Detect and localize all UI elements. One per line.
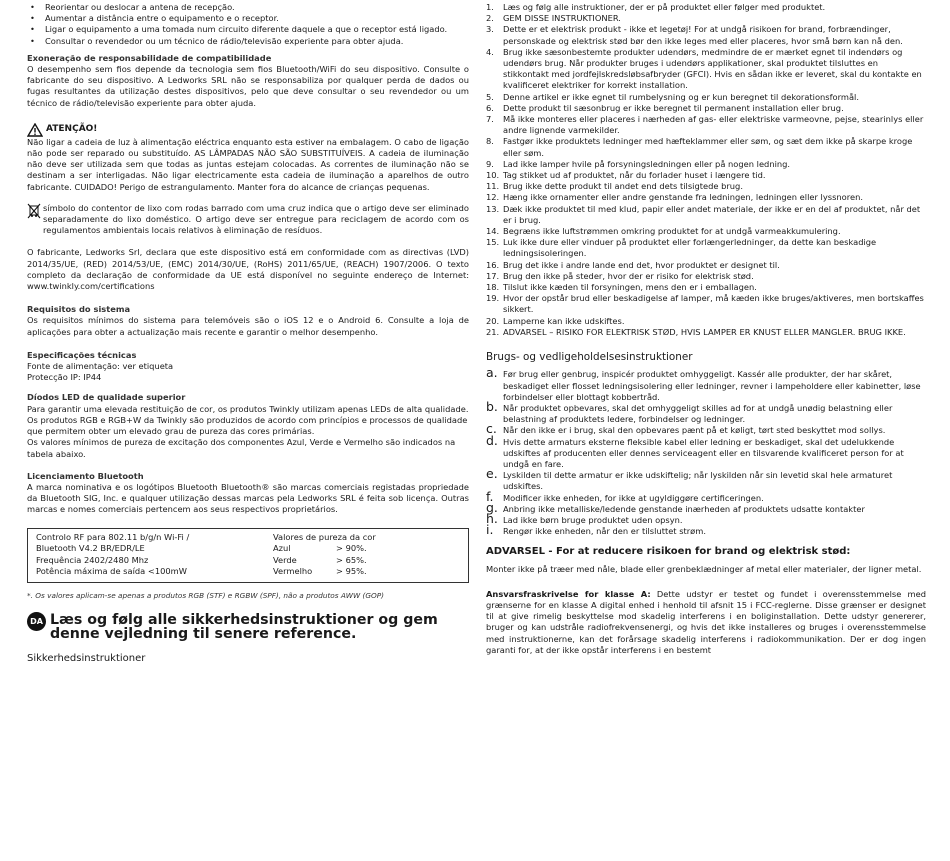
left-column	[27, 0, 469, 664]
item-text: Må ikke monteres eller placeres i nærheden af gas- eller elektriske varmeovne, pejse, stearinlys eller andre lignende varmekilder.	[503, 114, 924, 136]
recommendation-list	[27, 2, 469, 47]
spec-cell: > 95%.	[336, 566, 367, 577]
list-item	[486, 282, 926, 293]
disclaimer-text: Dette udstyr er testet og fundet i overensstemmelse med grænserne for en klasse A digital enhed i henhold til afsnit 15 i FCC-reglerne. Disse grænser er designet til at give rimelig beskyttelse mod skadelig interferens i en boliginstallation. Dette udstyr genererer, bruger og kan udstråle radiofrekvensenergi, og hvis det ikke installeres og bruges i overensstemmelse med instruktionerne, kan det forårsage skadelig interferens i radiokommunikation. Der er dog ingen garanti for, at der ikke opstår interferens i en bestemt	[486, 588, 926, 655]
list-item	[486, 24, 926, 46]
list-item	[486, 103, 926, 114]
list-item	[486, 466, 926, 492]
bt-section	[27, 471, 469, 516]
tech-section	[27, 350, 469, 384]
item-text: Tag stikket ud af produktet, når du forlader huset i længere tid.	[503, 170, 766, 181]
advarsel-title: ADVARSEL - For at reducere risikoen for brand og elektrisk stød:	[486, 546, 851, 558]
attention-section	[27, 123, 469, 193]
item-text: Lad ikke lamper hvile på forsyningsledningen eller på nogen ledning.	[503, 158, 791, 169]
list-item	[486, 421, 926, 437]
list-item	[486, 159, 926, 170]
item-number: g.	[486, 499, 498, 515]
item-number: 6.	[486, 102, 494, 113]
item-text: Dette er et elektrisk produkt - ikke et legetøj! For at undgå risikoen for brand, forbrændinger, personskade og elektrisk stød bør den ikke leges med eller placeres, hvor små børn kan nå den.	[503, 24, 903, 46]
spec-cell: > 90%.	[336, 543, 367, 554]
item-text: Lad ikke børn bruge produktet uden opsyn.	[503, 514, 683, 525]
led-section	[27, 392, 469, 459]
weee-text: símbolo do contentor de lixo com rodas barrado com uma cruz indica que o artigo deve ser eliminado separadamente do lixo doméstico. O artigo deve ser entregue para reciclagem de acordo com os regulamentos ambientais locais relativos à eliminação de resíduos.	[43, 202, 469, 236]
item-number: 7.	[486, 114, 494, 125]
attention-title: ATENÇÃO!	[46, 124, 98, 135]
item-number: 18.	[486, 282, 500, 293]
list-item	[486, 136, 926, 158]
safety-title: Sikkerhedsinstruktioner	[27, 653, 146, 665]
list-item	[486, 365, 926, 403]
maintenance-title: Brugs- og vedligeholdelsesinstruktioner	[486, 351, 693, 364]
attention-text: Não ligar a cadeia de luz à alimentação eléctrica enquanto esta estiver na embalagem. O cabo de ligação não pode ser reparado ou substituído. AS LÂMPADAS NÃO SÃO SUBSTITUÍVEIS. A cadeia de iluminação não deve ser utilizada sem que todas as juntas estejam colocadas. As correntes de iluminação não se destinam a ser interligadas. Não ligar electricamente esta cadeia de iluminação a aparelhos de outro fabricante. CUIDADO! Perigo de estrangulamento. Manter fora do alcance de crianças pequenas.	[27, 136, 469, 192]
item-number: 2.	[486, 13, 494, 24]
item-text: Fastgør ikke produktets ledninger med hæfteklammer eller søm, og sæt dem ikke på skarpe kroge eller søm.	[503, 136, 913, 158]
warning-triangle-icon	[27, 123, 43, 137]
list-item	[486, 510, 926, 526]
item-number: 5.	[486, 91, 494, 102]
item-number: f.	[486, 488, 494, 504]
list-item	[486, 13, 926, 24]
list-item	[486, 192, 926, 203]
item-text: Når produktet opbevares, skal det omhyggeligt skilles ad for at undgå unødig belastning eller belastning af produktets ledere, forbindelser og ledninger.	[503, 402, 893, 425]
list-item	[486, 204, 926, 226]
bt-title: Licenciamento Bluetooth	[27, 470, 144, 481]
spec-cell: Bluetooth V4.2 BR/EDR/LE	[36, 543, 145, 554]
item-text: Lyskilden til dette armatur er ikke udskiftelig; når lyskilden når sin levetid skal hele armaturet udskiftes.	[503, 470, 893, 492]
item-number: 20.	[486, 315, 500, 326]
safety-list	[486, 2, 926, 338]
spec-cell: Vermelho	[273, 566, 313, 577]
sysreq-text: Os requisitos mínimos do sistema para telemóveis são o iOS 12 e o Android 6. Consulte a loja de aplicações para obter a actualização mais recente e garantir o melhor desempenho.	[27, 315, 469, 337]
bt-text: A marca nominativa e os logótipos Bluetooth Bluetooth® são marcas comerciais registadas propriedade da Bluetooth SIG, Inc. e qualquer utilização dessas marcas pela Ledworks SRL é feita sob licença. Outras marcas e nomes comerciais pertencem aos seus respectivos proprietários.	[27, 481, 469, 515]
compat-text: O desempenho sem fios depende da tecnologia sem fios Bluetooth/WiFi do seu dispositivo. Consulte o fabricante do seu dispositivo. A Ledworks SRL não se responsabiliza por qualquer perda de dados ou fugas resultantes da utilização destes dispositivos, pelo que deve consultar o seu revendedor ou um técnico de rádio/televisão experiente para obter ajuda.	[27, 64, 469, 108]
item-number: 4.	[486, 46, 494, 57]
list-item	[486, 316, 926, 327]
list-item	[486, 260, 926, 271]
item-number: 1.	[486, 2, 494, 12]
spec-cell: Verde	[273, 554, 297, 565]
item-text: Modificer ikke enheden, for ikke at ugyldiggøre certificeringen.	[503, 492, 764, 503]
item-number: b.	[486, 398, 498, 414]
spec-cell: > 65%.	[336, 554, 367, 565]
item-text: Anbring ikke metalliske/ledende genstande inærheden af produktets udsatte kontakter	[503, 503, 865, 514]
item-text: ADVARSEL – RISIKO FOR ELEKTRISK STØD, HVIS LAMPER ER KNUST ELLER MANGLER. BRUG IKKE.	[503, 326, 906, 337]
item-number: c.	[486, 421, 497, 437]
item-number: 3.	[486, 24, 494, 35]
item-number: a.	[486, 365, 498, 381]
led-paragraph: Para garantir uma elevada restituição de cor, os produtos Twinkly utilizam apenas LEDs de alta qualidade.	[27, 403, 469, 414]
list-item	[486, 2, 926, 13]
item-text: Brug det ikke i andre lande end det, hvor produktet er designet til.	[503, 259, 780, 270]
spec-cell: Azul	[273, 543, 291, 554]
language-badge: DA	[27, 612, 46, 631]
list-item	[486, 170, 926, 181]
item-number: 11.	[486, 181, 500, 192]
list-item	[486, 181, 926, 192]
item-number: e.	[486, 466, 498, 482]
item-text: Begræns ikke luftstrømmen omkring produktet for at undgå varmeakkumulering.	[503, 226, 841, 237]
list-item	[486, 488, 926, 504]
item-number: 8.	[486, 136, 494, 147]
attention-heading	[27, 123, 469, 137]
item-number: i.	[486, 522, 494, 538]
item-text: Luk ikke dure eller vinduer på produktet eller forlængerledninger, da dette kan beskadige ledningsisoleringen.	[503, 237, 877, 259]
item-text: Før brug eller genbrug, inspicér produktet omhyggeligt. Kassér alle produkter, der har skåret, beskadiget eller flosset ledningsisolering eller ledninger, revner i lampeholdere eller kabinetter, løse forbindelser eller blottagt kobbertråd.	[503, 369, 921, 402]
item-text: Denne artikel er ikke egnet til rumbelysning og er kun beregnet til dekorationsformål.	[503, 91, 859, 102]
item-number: 10.	[486, 170, 500, 181]
item-text: Brug ikke sæsonbestemte produkter udendørs, medmindre de er mærket egnet til indendørs og udendørs brug. Når produkter bruges i udendørs applikationer, skal produktet tilsluttes en stikkontakt med jordfejlskredsløbsafbryder (GFCI). Hvis en sådan ikke er leveret, skal du kontakte en kvalificeret elektriker for korrekt installation.	[503, 46, 922, 91]
item-number: 19.	[486, 293, 500, 304]
item-text: Når den ikke er i brug, skal den opbevares pænt på et køligt, tørt sted beskyttet mod sollys.	[503, 425, 886, 436]
led-title: Díodos LED de qualidade superior	[27, 392, 186, 403]
list-item: • Aumentar a distância entre o equipamento e o receptor.	[27, 13, 469, 24]
item-number: 16.	[486, 259, 500, 270]
item-text: Hvis dette armaturs eksterne fleksible kabel eller ledning er beskadiget, skal det udelukkende udskiftes af producenten eller dennes serviceagent eller en tilsvarende kvalificeret person for at undgå en fare.	[503, 436, 904, 469]
item-number: 21.	[486, 326, 500, 337]
tech-title: Especificações técnicas	[27, 349, 137, 360]
list-item	[486, 47, 926, 92]
list-item	[486, 327, 926, 338]
item-number: 14.	[486, 226, 500, 237]
list-item	[486, 432, 926, 471]
compat-section	[27, 53, 469, 109]
led-paragraph: Os produtos RGB e RGB+W da Twinkly são produzidos de acordo com princípios e processos de qualidade que permitem obter um elevado grau de pureza das cores primárias.	[27, 414, 468, 437]
item-text: GEM DISSE INSTRUKTIONER.	[503, 13, 621, 24]
list-item: • Consultar o revendedor ou um técnico de rádio/televisão experiente para obter ajuda.	[27, 36, 469, 47]
item-text: Brug ikke dette produkt til andet end dets tilsigtede brug.	[503, 181, 743, 192]
item-number: 12.	[486, 192, 500, 203]
item-text: Dette produkt til sæsonbrug er ikke beregnet til permanent installation eller brug.	[503, 102, 844, 113]
item-number: 9.	[486, 158, 494, 169]
spec-cell: Frequência 2402/2480 Mhz	[36, 554, 149, 565]
led-paragraph: Os valores mínimos de pureza de excitação dos componentes Azul, Verde e Vermelho são indicados na tabela abaixo.	[27, 437, 456, 459]
item-text: Hvor der opstår brud eller beskadigelse af lamper, må kæden ikke bruges/aktiveres, men bortskaffes sikkert.	[503, 293, 924, 315]
item-number: 17.	[486, 270, 500, 281]
footnote: *. Os valores aplicam-se apenas a produtos RGB (STF) e RGBW (SPF), não a produtos AWW (GOP)	[27, 590, 384, 600]
weee-section	[27, 203, 469, 237]
item-text: Lamperne kan ikke udskiftes.	[503, 315, 625, 326]
da-heading	[27, 613, 469, 641]
crossed-wheelie-bin-icon	[27, 203, 41, 219]
list-item: • Reorientar ou deslocar a antena de recepção.	[27, 2, 469, 13]
item-text: Læs og følg alle instruktioner, der er på produktet eller følger med produktet.	[503, 2, 826, 12]
right-column	[486, 0, 926, 656]
item-text: Tilslut ikke kæden til forsyningen, mens den er i emballagen.	[503, 282, 757, 293]
tech-line: Fonte de alimentação: ver etiqueta	[27, 361, 174, 372]
list-item	[486, 499, 926, 515]
list-item	[486, 92, 926, 103]
item-number: d.	[486, 432, 498, 448]
list-item	[486, 226, 926, 237]
spec-cell: Potência máxima de saída <100mW	[36, 566, 187, 577]
list-item	[486, 398, 926, 425]
sysreq-section	[27, 304, 469, 338]
sysreq-title: Requisitos do sistema	[27, 304, 131, 315]
spec-cell: Valores de pureza da cor	[273, 531, 376, 542]
item-text: Dæk ikke produktet til med klud, papir eller andet materiale, der ikke er en del af produktet, når det er i brug.	[503, 203, 921, 225]
declaration-text: O fabricante, Ledworks Srl, declara que este dispositivo está em conformidade com as directivas (LVD) 2014/35/UE, (RED) 2014/53/UE, (EMC) 2014/30/UE, (RoHS) 2011/65/UE, (REACH) 1907/2006. O texto completo da declaração de conformidade da UE está disponível no seguinte endereço de Internet: www.twinkly.com/certifications	[27, 247, 469, 292]
disclaimer-title: Ansvarsfraskrivelse for klasse A:	[486, 588, 651, 599]
list-item	[486, 271, 926, 282]
advarsel-text: Monter ikke på træer med nåle, blade eller grenbeklædninger af metal eller materialer, der ligner metal.	[486, 563, 922, 574]
spec-table	[27, 528, 469, 583]
item-number: 13.	[486, 203, 500, 214]
disclaimer-paragraph	[486, 589, 926, 656]
tech-line: Protecção IP: IP44	[27, 372, 102, 383]
maintenance-list	[486, 365, 926, 538]
list-item	[486, 237, 926, 259]
item-number: h.	[486, 510, 498, 526]
list-item	[486, 293, 926, 315]
list-item	[486, 114, 926, 136]
spec-cell: Controlo RF para 802.11 b/g/n Wi-Fi /	[36, 531, 190, 542]
list-item: • Ligar o equipamento a uma tomada num circuito diferente daquele a que o receptor está ligado.	[27, 24, 469, 35]
list-item	[486, 522, 926, 538]
da-heading-text: Læs og følg alle sikkerhedsinstruktioner og gem denne vejledning til senere reference.	[50, 612, 438, 643]
item-number: 15.	[486, 237, 500, 248]
compat-title: Exoneração de responsabilidade de compatibilidade	[27, 52, 272, 63]
item-text: Brug den ikke på steder, hvor der er risiko for elektrisk stød.	[503, 270, 754, 281]
item-text: Rengør ikke enheden, når den er tilsluttet strøm.	[503, 526, 706, 537]
item-text: Hæng ikke ornamenter eller andre genstande fra ledningen, ledningen eller lyssnoren.	[503, 192, 863, 203]
